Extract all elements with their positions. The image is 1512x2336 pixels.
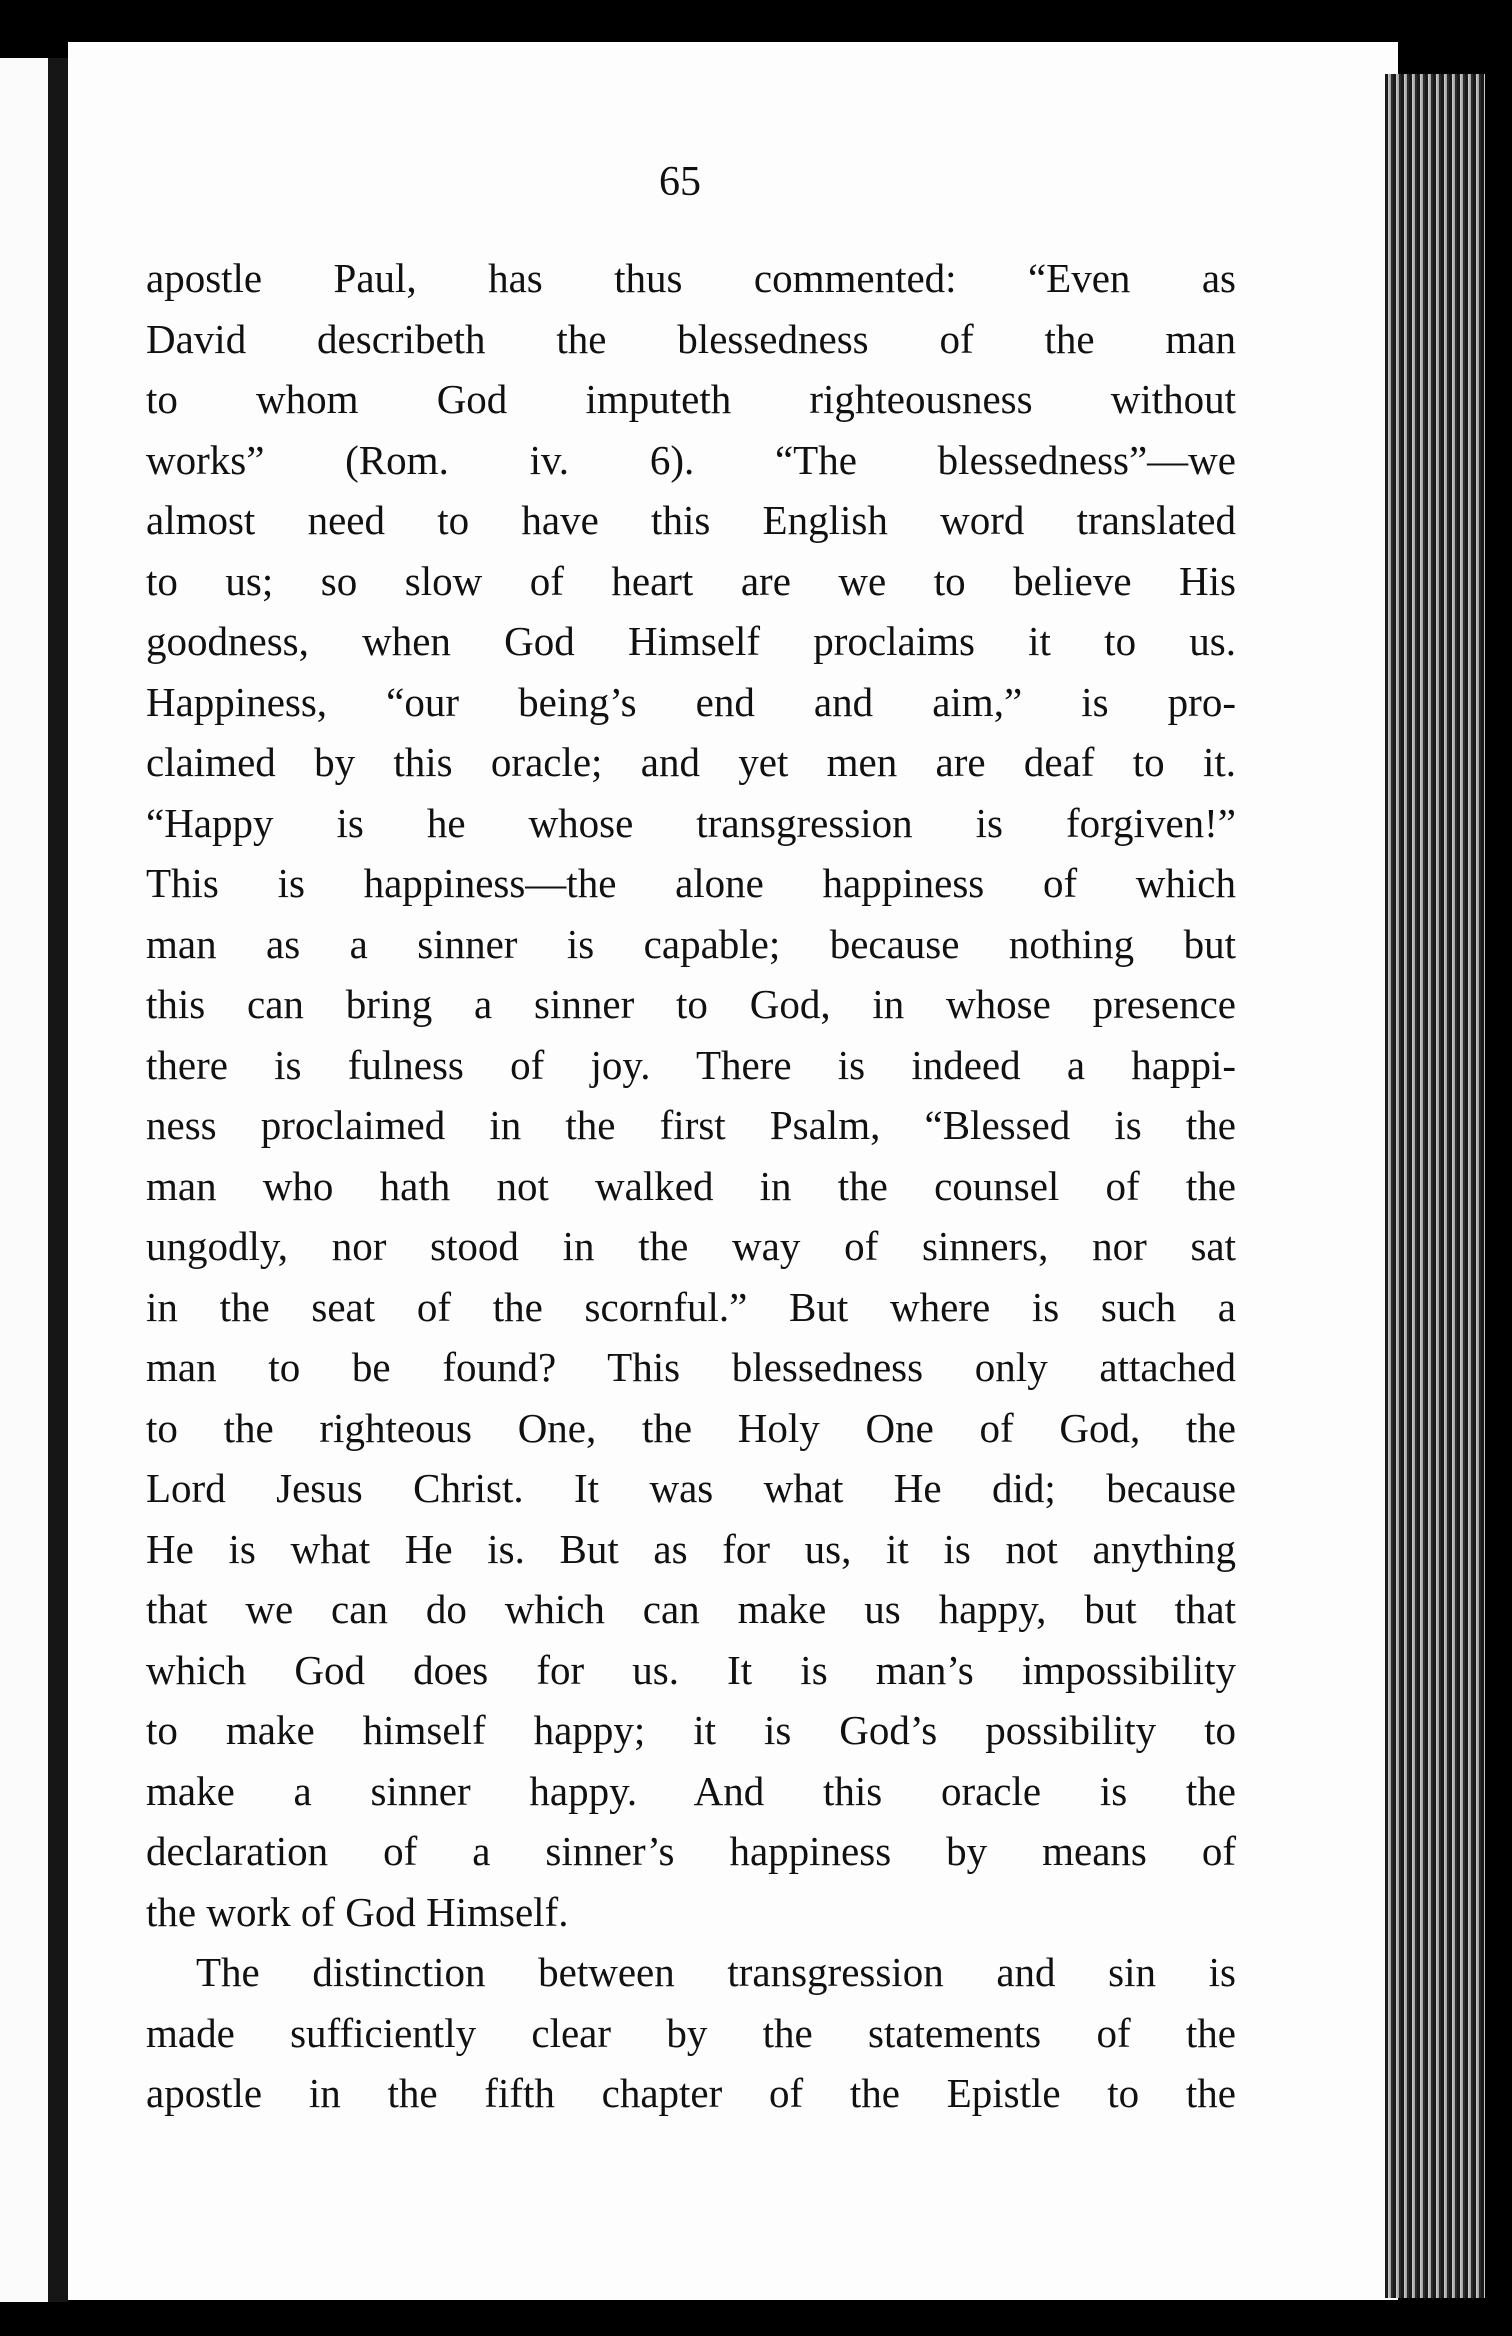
body-text (146, 248, 1236, 2124)
text-line: ungodly, nor stood in the way of sinners, nor sat (146, 1223, 1236, 1269)
text-line: to us; so slow of heart are we to believe His (146, 557, 1236, 604)
text-line: to make himself happy; it is God’s possibility to (146, 1707, 1236, 1753)
facing-page-edge (0, 58, 48, 2302)
text-line: the work of God Himself. (146, 1888, 569, 1935)
text-line: David describeth the blessedness of the man (146, 315, 1236, 362)
text-line: apostle in the fifth chapter of the Epistle to the (146, 2070, 1236, 2116)
text-line: man who hath not walked in the counsel of the (146, 1162, 1236, 1209)
text-line: this can bring a sinner to God, in whose presence (146, 981, 1236, 1027)
book-gutter (48, 58, 68, 2302)
text-line: to whom God imputeth righteousness without (146, 376, 1236, 422)
text-line: goodness, when God Himself proclaims it to us. (146, 618, 1236, 664)
text-line: The distinction between transgression and sin is (196, 1949, 1236, 1995)
text-line: man as a sinner is capable; because nothing but (146, 920, 1236, 967)
text-line: This is happiness—the alone happiness of which (146, 860, 1236, 906)
text-line: works” (Rom. iv. 6). “The blessedness”—we (146, 436, 1236, 483)
text-line: apostle Paul, has thus commented: “Even as (146, 255, 1236, 301)
text-line: in the seat of the scornful.” But where is such a (146, 1283, 1236, 1330)
text-line: there is fulness of joy. There is indeed a happi- (146, 1041, 1236, 1088)
text-line: Lord Jesus Christ. It was what He did; because (146, 1465, 1236, 1511)
text-line: He is what He is. But as for us, it is not anything (146, 1525, 1236, 1572)
text-line: which God does for us. It is man’s impossibility (146, 1646, 1236, 1693)
text-line: almost need to have this English word translated (146, 497, 1236, 543)
text-line: to the righteous One, the Holy One of God, the (146, 1404, 1236, 1451)
text-line: made sufficiently clear by the statements of the (146, 2009, 1236, 2056)
text-line: ness proclaimed in the first Psalm, “Blessed is the (146, 1102, 1236, 1148)
text-line: make a sinner happy. And this oracle is the (146, 1767, 1236, 1814)
text-line: Happiness, “our being’s end and aim,” is pro- (146, 678, 1236, 725)
text-line: claimed by this oracle; and yet men are deaf to it. (146, 739, 1236, 785)
text-line: that we can do which can make us happy, but that (146, 1586, 1236, 1632)
page-number: 65 (659, 159, 701, 205)
page-stack-edges (1385, 74, 1485, 2298)
text-line: declaration of a sinner’s happiness by means of (146, 1828, 1236, 1874)
text-line: man to be found? This blessedness only attached (146, 1344, 1236, 1390)
scan-border-right (1485, 0, 1512, 2336)
text-line: “Happy is he whose transgression is forgiven!” (146, 799, 1236, 846)
